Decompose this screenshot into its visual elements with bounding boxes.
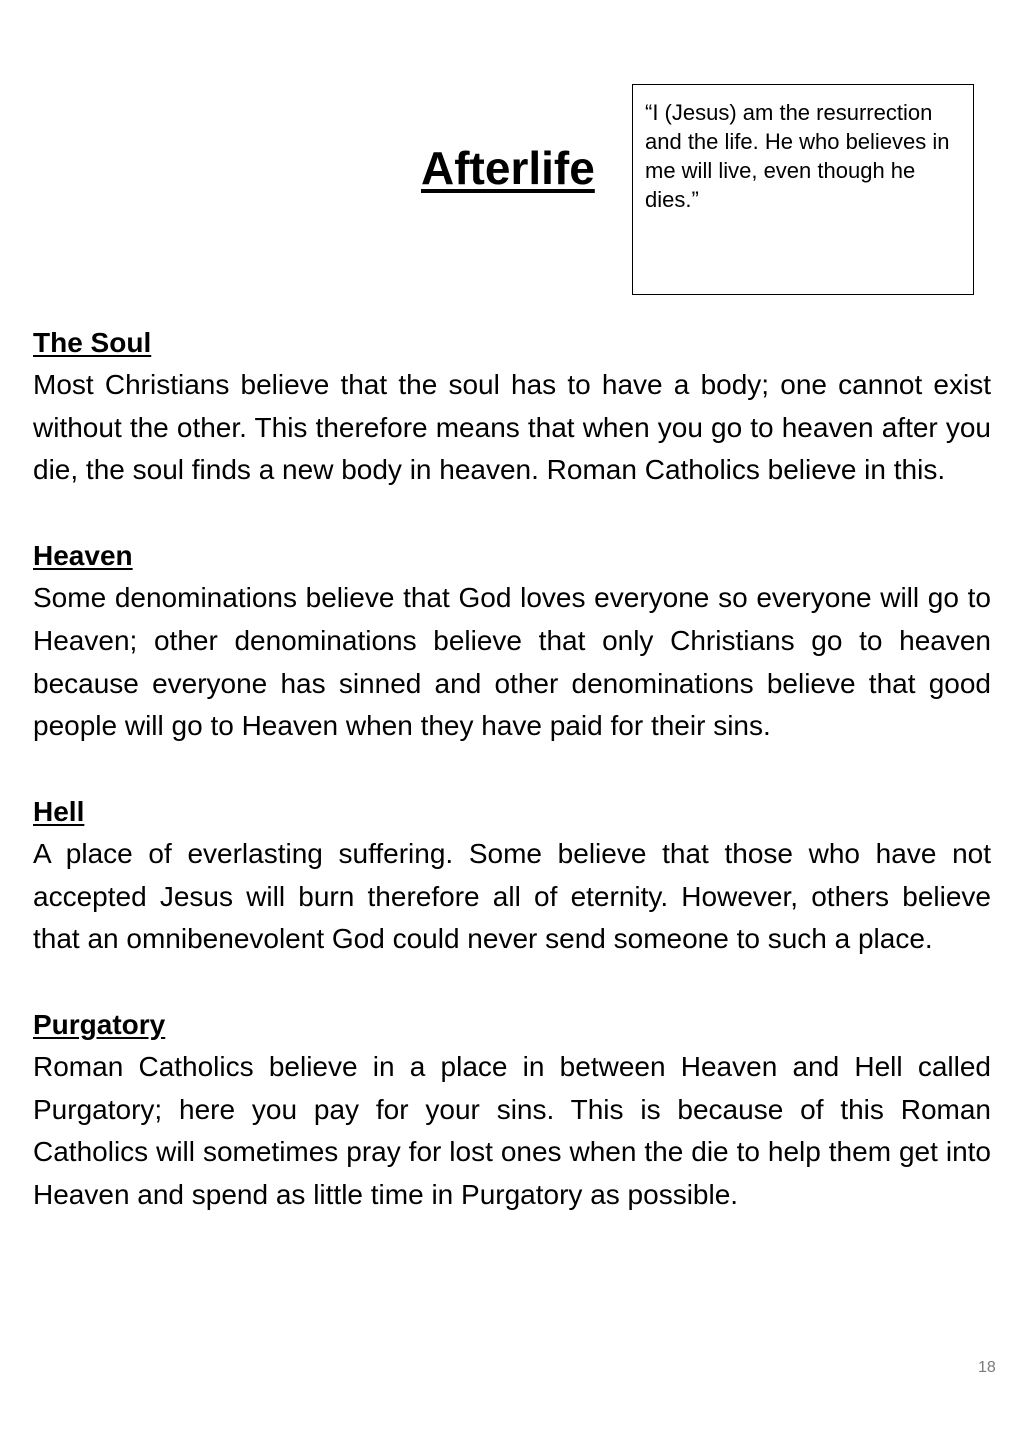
- section-heaven: [33, 535, 991, 748]
- section-body: A place of everlasting suffering. Some believe that those who have not accepted Jesus will burn therefore all of eternity. However, others believe that an omnibenevolent God could never send someone to such a place.: [33, 837, 991, 955]
- section-body: Roman Catholics believe in a place in between Heaven and Hell called Purgatory; here you pay for your sins. This is because of this Roman Catholics will sometimes pray for lost ones when the die to help them get into Heaven and spend as little time in Purgatory as possible.: [33, 1051, 991, 1211]
- section-body: Most Christians believe that the soul has to have a body; one cannot exist without the other. This therefore means that when you go to heaven after you die, the soul finds a new body in heaven. Roman Catholics believe in this.: [33, 369, 991, 486]
- section-body: Some denominations believe that God loves everyone so everyone will go to Heaven; other denominations believe that only Christians go to heaven because everyone has sinned and other denominations believe that good people will go to Heaven when they have paid for their sins.: [33, 582, 991, 742]
- section-heading: Hell: [33, 795, 85, 827]
- page-title: Afterlife: [421, 142, 595, 194]
- section-hell: [33, 791, 991, 961]
- main-content: [33, 322, 991, 1260]
- section-the-soul: [33, 322, 991, 492]
- section-heading: Purgatory: [33, 1009, 166, 1041]
- section-heading: Heaven: [33, 540, 133, 572]
- quote-box: [632, 84, 974, 295]
- page-number: 18: [978, 1359, 996, 1376]
- quote-text: “I (Jesus) am the resurrection and the life. He who believes in me will live, even though he dies.”: [645, 100, 950, 212]
- section-heading: The Soul: [33, 327, 152, 358]
- section-purgatory: [33, 1004, 991, 1217]
